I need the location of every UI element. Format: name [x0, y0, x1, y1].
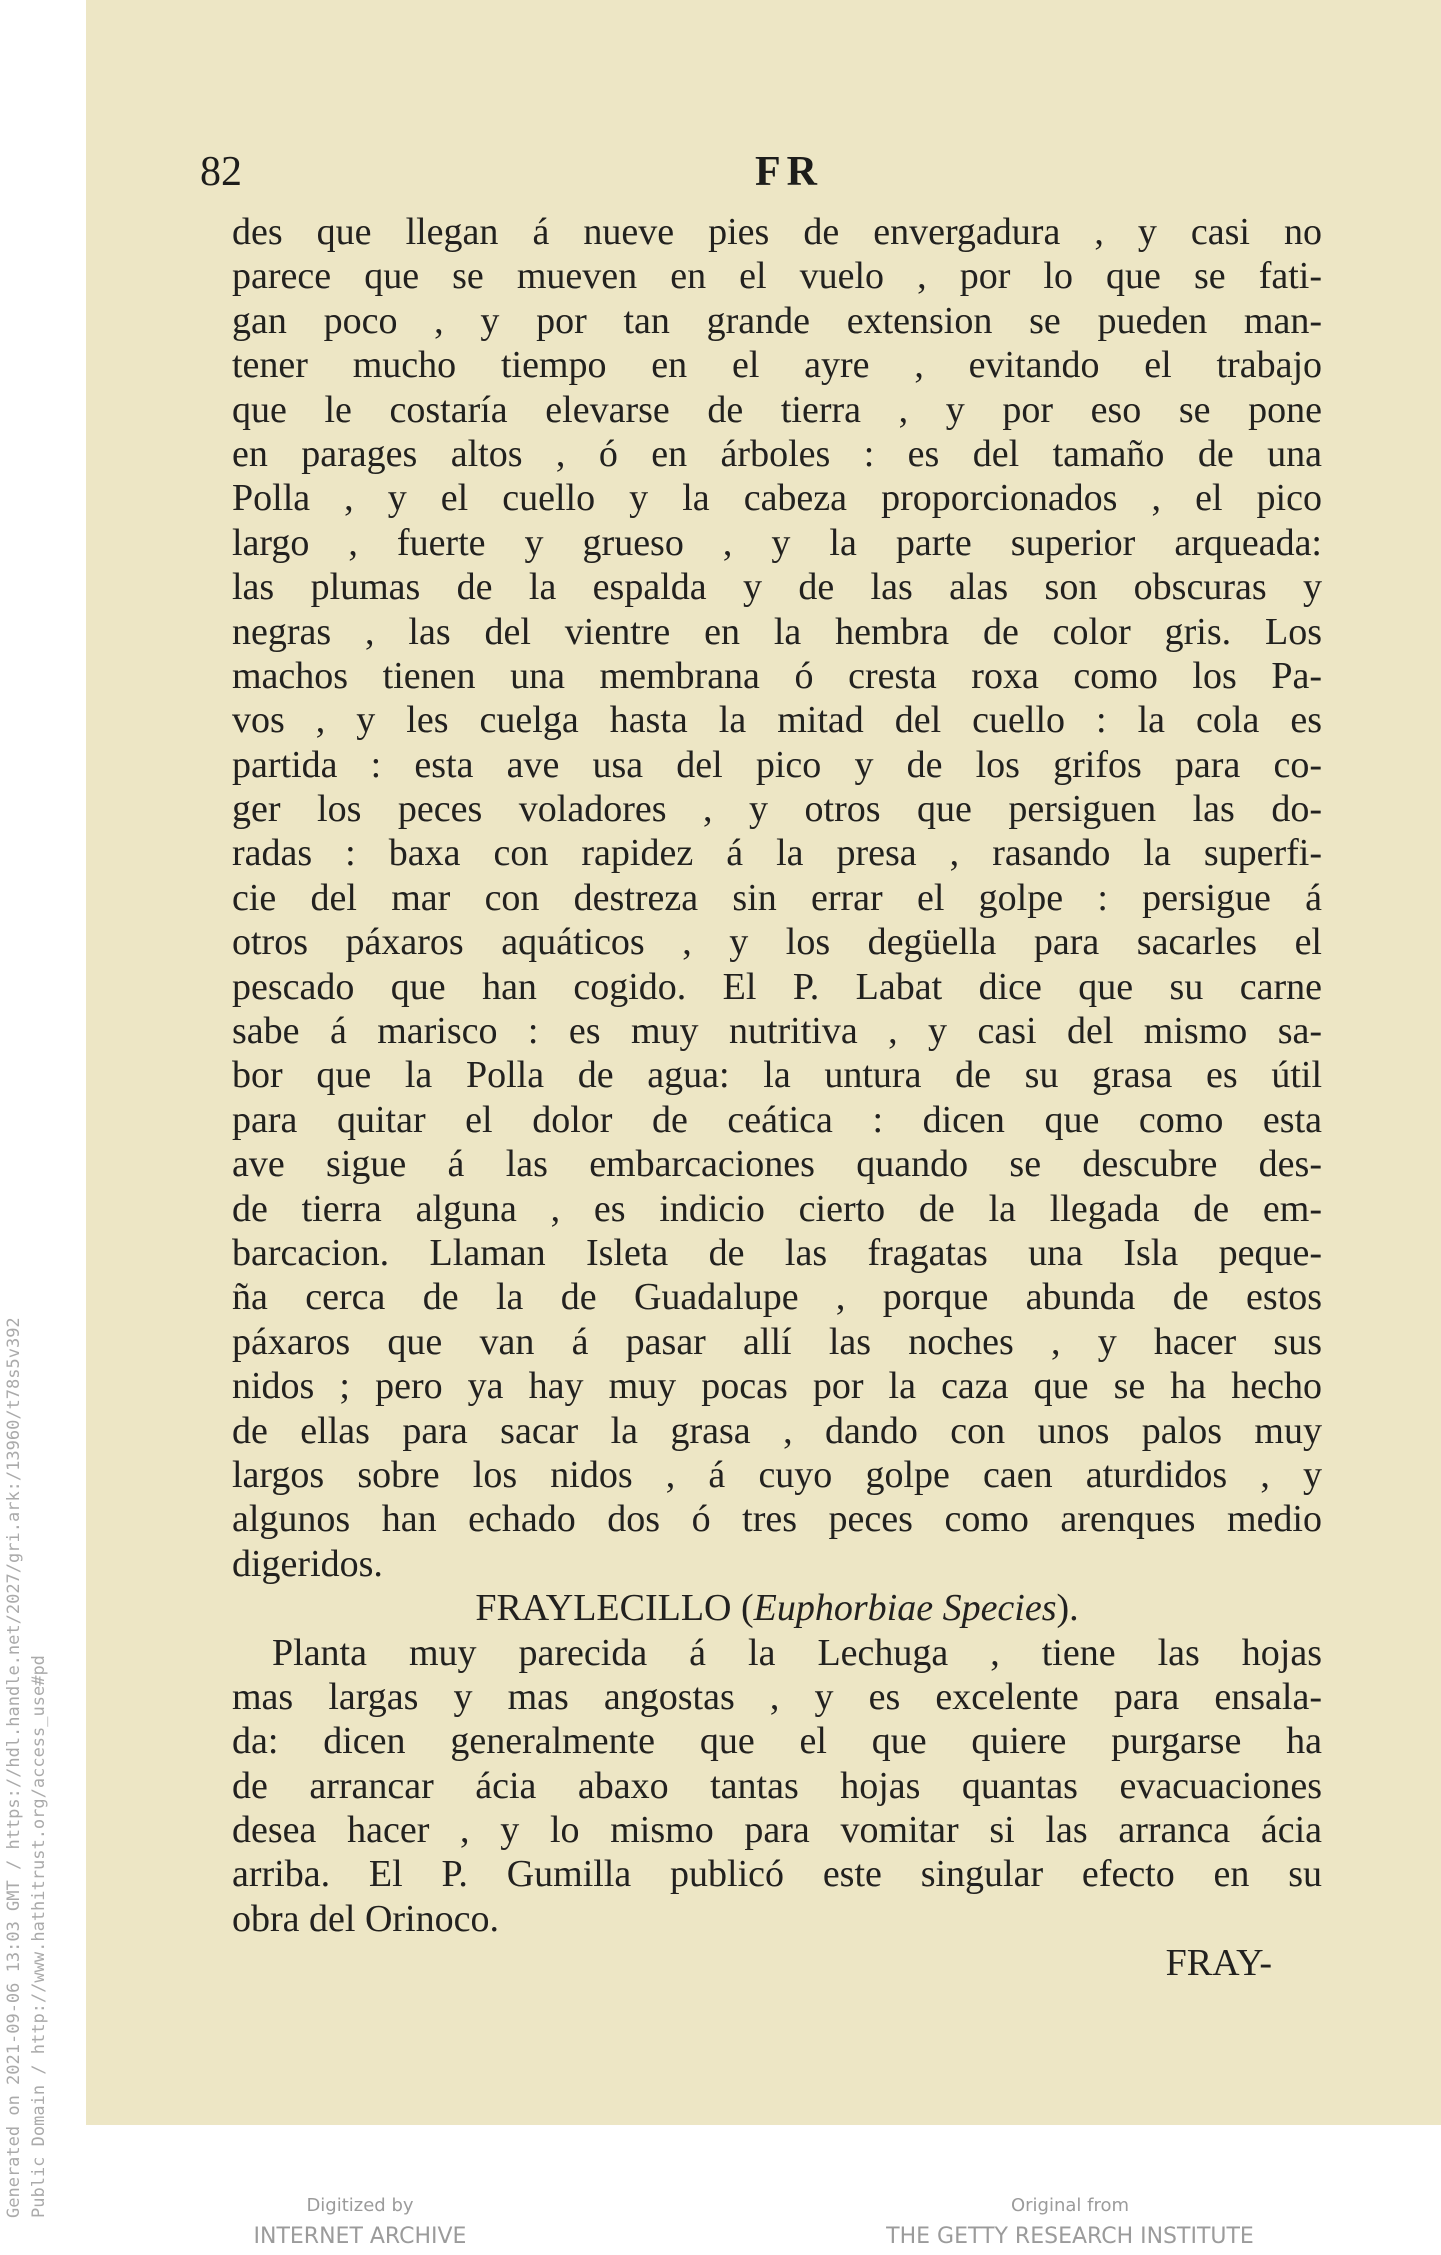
body-line: pescado que han cogido. El P. Labat dice que su carne [232, 965, 1322, 1008]
entry-heading-latin: Euphorbiae Species [753, 1587, 1057, 1630]
side-stamp-line-2: Public Domain / http://www.hathitrust.org/access_use#pd [29, 1655, 49, 2218]
body-line: largo , fuerte y grueso , y la parte superior arqueada: [232, 521, 1322, 564]
entry-heading-close: ). [1056, 1587, 1079, 1630]
body-line: otros páxaros aquáticos , y los degüella para sacarles el [232, 921, 1322, 964]
body-line: bor que la Polla de agua: la untura de su grasa es útil [232, 1054, 1322, 1097]
body-line: radas : baxa con rapidez á la presa , rasando la superfi- [232, 832, 1322, 875]
section-head: FR [755, 149, 823, 195]
body-line: para quitar el dolor de ceática : dicen que como esta [232, 1098, 1322, 1141]
body-line: barcacion. Llaman Isleta de las fragatas una Isla peque- [232, 1231, 1322, 1274]
body-line: parece que se mueven en el vuelo , por lo que se fati- [232, 255, 1322, 298]
entry-heading-open: ( [740, 1587, 754, 1630]
body-line: largos sobre los nidos , á cuyo golpe caen aturdidos , y [232, 1453, 1322, 1496]
body-line: algunos han echado dos ó tres peces como arenques medio [232, 1498, 1322, 1541]
body-last-line: digeridos. [232, 1542, 383, 1585]
body-line: gan poco , y por tan grande extension se pueden man- [232, 299, 1322, 342]
internet-archive-label: INTERNET ARCHIVE [253, 2224, 467, 2249]
body-paragraph [232, 210, 1322, 1542]
entry-line: Planta muy parecida á la Lechuga , tiene las hojas [272, 1631, 1322, 1674]
entry-line: de arrancar ácia abaxo tantas hojas quantas evacuaciones [232, 1764, 1322, 1807]
body-line: Polla , y el cuello y la cabeza proporcionados , el pico [232, 477, 1322, 520]
footer [0, 2195, 1441, 2255]
original-from-credit [870, 2195, 1270, 2249]
body-line: ger los peces voladores , y otros que persiguen las do- [232, 788, 1322, 831]
entry-line: desea hacer , y lo mismo para vomitar si las arranca ácia [232, 1809, 1322, 1852]
catchword: FRAY- [1165, 1942, 1272, 1985]
body-line: machos tienen una membrana ó cresta roxa como los Pa- [232, 654, 1322, 697]
body-line: que le costaría elevarse de tierra , y por eso se pone [232, 388, 1322, 431]
entry-line: da: dicen generalmente que el que quiere purgarse ha [232, 1720, 1322, 1763]
page-number: 82 [200, 149, 242, 195]
body-line: vos , y les cuelga hasta la mitad del cuello : la cola es [232, 699, 1322, 742]
entry-line: arriba. El P. Gumilla publicó este singular efecto en su [232, 1853, 1322, 1896]
entry-heading [232, 1586, 1322, 1630]
body-line: nidos ; pero ya hay muy pocas por la caza que se ha hecho [232, 1365, 1322, 1408]
digitized-by-credit [240, 2195, 480, 2249]
body-line: negras , las del vientre en la hembra de color gris. Los [232, 610, 1322, 653]
running-head [200, 148, 1300, 208]
body-line: cie del mar con destreza sin errar el golpe : persigue á [232, 876, 1322, 919]
entry-line: mas largas y mas angostas , y es excelente para ensala- [232, 1675, 1322, 1718]
body-line: ña cerca de la de Guadalupe , porque abunda de estos [232, 1276, 1322, 1319]
body-line: tener mucho tiempo en el ayre , evitando el trabajo [232, 344, 1322, 387]
body-line: partida : esta ave usa del pico y de los grifos para co- [232, 743, 1322, 786]
body-line: de tierra alguna , es indicio cierto de la llegada de em- [232, 1187, 1322, 1230]
original-from-label: Original from [1010, 2195, 1130, 2216]
hathitrust-side-stamp [2, 1098, 56, 2218]
entry-last-line: obra del Orinoco. [232, 1897, 499, 1940]
digitized-by-label: Digitized by [306, 2195, 414, 2216]
body-line: sabe á marisco : es muy nutritiva , y casi del mismo sa- [232, 1010, 1322, 1053]
body-line: des que llegan á nueve pies de envergadura , y casi no [232, 211, 1322, 253]
getty-institute-label: THE GETTY RESEARCH INSTITUTE [886, 2224, 1254, 2249]
entry-paragraph [232, 1631, 1322, 1897]
body-line: ave sigue á las embarcaciones quando se descubre des- [232, 1143, 1322, 1186]
body-line: páxaros que van á pasar allí las noches , y hacer sus [232, 1320, 1322, 1363]
body-line: en parages altos , ó en árboles : es del tamaño de una [232, 432, 1322, 475]
body-line: de ellas para sacar la grasa , dando con unos palos muy [232, 1409, 1322, 1452]
entry-heading-word: FRAYLECILLO [475, 1587, 732, 1630]
body-line: las plumas de la espalda y de las alas son obscuras y [232, 566, 1322, 609]
side-stamp-line-1: Generated on 2021-09-06 13:03 GMT / https://hdl.handle.net/2027/gri.ark:/13960/t78s5v392 [4, 1317, 24, 2218]
page-text [232, 210, 1322, 1986]
